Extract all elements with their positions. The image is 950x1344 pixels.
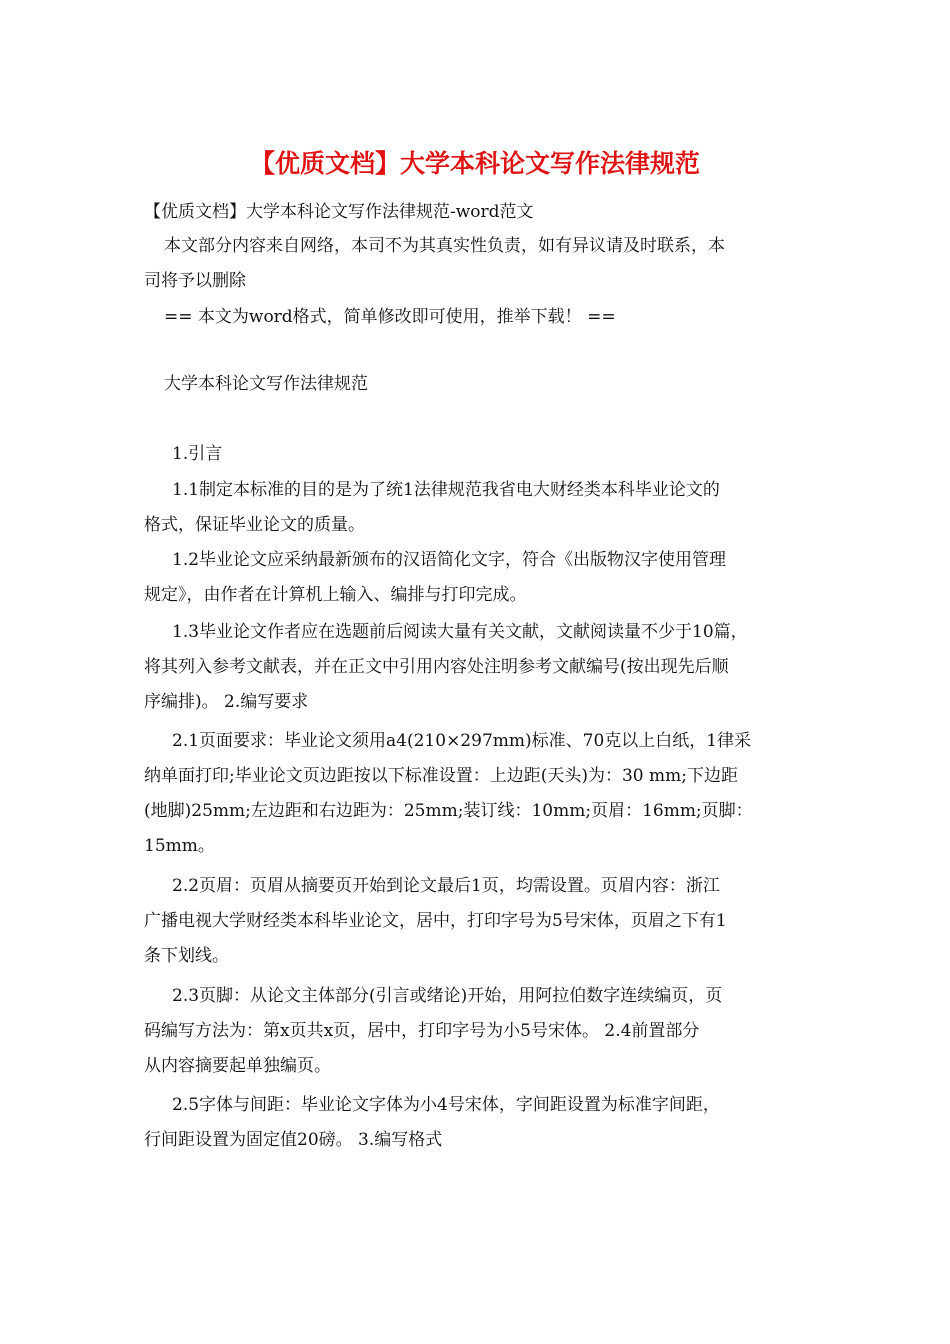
paragraph-line: 行间距设置为固定值20磅。 3.编写格式 [144,1130,443,1150]
document-subtitle [144,195,814,230]
paragraph-line: 2.2页眉：页眉从摘要页开始到论文最后1页，均需设置。页眉内容：浙江 [172,876,720,896]
paragraph-2-2 [144,869,814,974]
paragraph-line: 条下划线。 [144,946,229,966]
paragraph-2-1 [144,724,814,864]
disclaimer-paragraph [144,229,814,299]
paragraph-line: 序编排)。 2.编写要求 [144,692,309,712]
disclaimer-line-1: 本文部分内容来自网络，本司不为其真实性负责，如有异议请及时联系，本 [164,236,725,256]
paragraph-1-1 [144,473,814,543]
paragraph-line: 从内容摘要起单独编页。 [144,1056,331,1076]
intro-heading-line: 1.引言 [172,444,223,464]
paragraph-line: (地脚)25mm;左边距和右边距为：25mm;装订线：10mm;页眉：16mm;页脚： [144,801,753,821]
intro-heading [144,437,814,472]
paragraph-line: 将其列入参考文献表，并在正文中引用内容处注明参考文献编号(按出现先后顺 [144,657,729,677]
paragraph-line: 1.1制定本标准的目的是为了统1法律规范我省电大财经类本科毕业论文的 [172,480,720,500]
paragraph-line: 1.3毕业论文作者应在选题前后阅读大量有关文献，文献阅读量不少于10篇， [172,622,748,642]
paragraph-line: 格式，保证毕业论文的质量。 [144,515,365,535]
paragraph-line: 广播电视大学财经类本科毕业论文，居中，打印字号为5号宋体，页眉之下有1 [144,911,727,931]
paragraph-line: 规定》，由作者在计算机上输入、编排与打印完成。 [144,585,527,605]
format-note [144,300,814,335]
paragraph-1-3 [144,615,814,720]
paragraph-line: 纳单面打印;毕业论文页边距按以下标准设置：上边距(天头)为：30 mm;下边距 [144,766,738,786]
section-heading-line: 大学本科论文写作法律规范 [164,374,368,394]
paragraph-2-5 [144,1088,814,1158]
section-heading [144,367,814,402]
paragraph-1-2 [144,543,814,613]
paragraph-line: 码编写方法为：第x页共x页，居中，打印字号为小5号宋体。 2.4前置部分 [144,1021,700,1041]
paragraph-line: 15mm。 [144,836,215,856]
subtitle-line: 【优质文档】大学本科论文写作法律规范-word范文 [144,202,534,222]
document-title: 【优质文档】大学本科论文写作法律规范 [249,149,700,178]
paragraph-2-3 [144,979,814,1084]
format-note-line: == 本文为word格式，简单修改即可使用，推举下载！ == [164,307,616,327]
paragraph-line: 2.1页面要求：毕业论文须用a4(210×297mm)标准、70克以上白纸，1律采 [172,731,752,751]
paragraph-line: 2.5字体与间距：毕业论文字体为小4号宋体，字间距设置为标准字间距， [172,1095,720,1115]
paragraph-line: 2.3页脚：从论文主体部分(引言或绪论)开始，用阿拉伯数字连续编页，页 [172,986,723,1006]
paragraph-line: 1.2毕业论文应采纳最新颁布的汉语简化文字，符合《出版物汉字使用管理 [172,550,727,570]
disclaimer-line-2: 司将予以删除 [144,271,246,291]
